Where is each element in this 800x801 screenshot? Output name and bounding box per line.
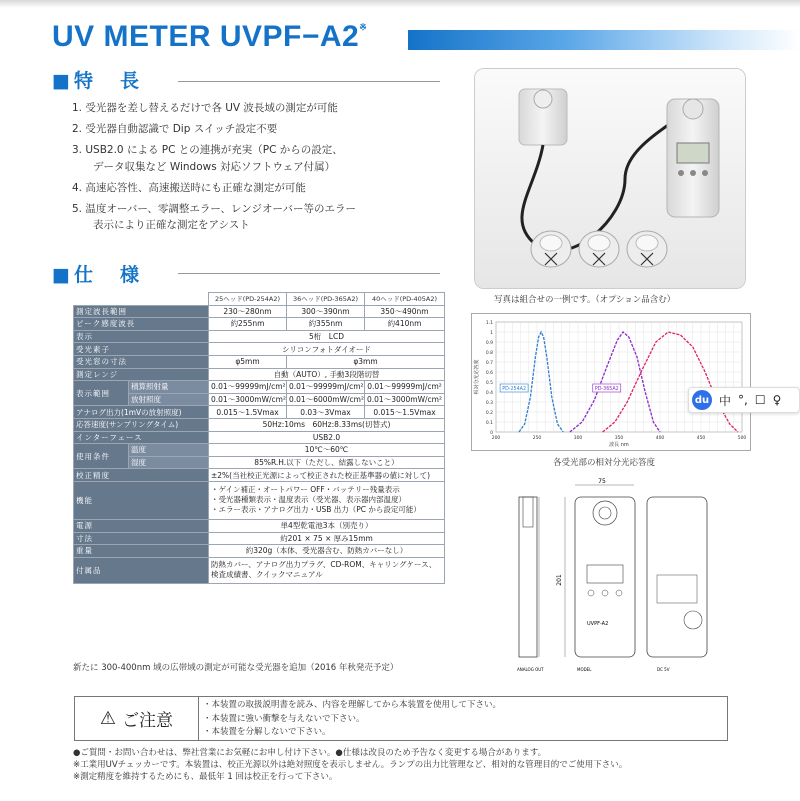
photo-caption: 写真は組合せの一例です。（オプション品含む） [494,295,676,305]
spec-value: 約410nm [365,318,445,331]
height-dimension: 201 [556,574,563,586]
spec-value: 0.01〜99999mJ/cm² [287,381,365,394]
spec-label: 表示 [74,330,209,343]
spec-label: インターフェース [74,431,209,444]
caution-item: ・本装置を分解しないで下さい。 [203,727,331,737]
spec-label: ピーク感度波長 [74,318,209,331]
footer-line: ※工業用UVチェッカーです。本装置は、校正光源以外は絶対照度を表示しません。ランプの出力比管理など、相対的な管理目的でご使用下さい。 [73,760,628,770]
spec-rule [178,273,440,274]
caution-item: ・本装置に強い衝撃を与えないで下さい。 [203,713,365,724]
chart-caption: 各受光部の相対分光応答度 [553,458,656,468]
legend-label: PD-365A2 [594,387,619,392]
spec-value: 単4型乾電池3本（別売り） [209,519,445,532]
spec-value: 約355nm [287,318,365,331]
head-col: 40ヘッド(PD-405A2) [365,293,445,306]
x-tick-label: 200 [491,436,501,441]
y-tick-label: 1 [490,331,493,336]
features-heading: ■特 長 [52,70,143,92]
feature-item: 4. 高速応答性、高速搬送時にも正確な測定が可能 [72,181,306,194]
feature-item: 3. USB2.0 による PC との連携が充実（PC からの設定、 [72,144,343,156]
warning-triangle-icon: ⚠ [99,708,117,729]
spec-value: φ3mm [287,355,445,368]
spec-value: 10℃〜60℃ [209,444,445,457]
spec-label: 寸法 [74,532,209,545]
spec-table [73,292,445,584]
feature-item: データ収集など Windows 対応ソフトウェア付属） [72,160,336,173]
spec-label: 付属品 [74,557,209,583]
spec-sublabel: 放射照度 [129,393,209,406]
spec-value: USB2.0 [209,431,445,444]
width-dimension: 75 [598,478,606,485]
x-tick-label: 400 [655,436,665,441]
spec-label: 測定レンジ [74,368,209,381]
spec-label: 表示範囲 [74,381,129,406]
drawing-brand: UVPF-A2 [587,621,609,627]
y-tick-label: 0.8 [485,351,493,356]
feature-item: 2. 受光器自動認識で Dip スイッチ設定不要 [72,123,278,135]
spec-sublabel: 温度 [129,444,209,457]
spec-value: 50Hz:10ms 60Hz:8.33ms(切替式) [209,418,445,431]
y-tick-label: 0.4 [485,391,493,396]
spec-label: 受光窓の寸法 [74,355,209,368]
spec-value: 0.01〜6000mW/cm² [287,393,365,406]
spec-sublabel: 湿度 [129,456,209,469]
y-tick-label: 0.3 [485,401,493,406]
baidu-ime-logo-icon[interactable]: du [692,390,712,410]
spec-value: 0.01〜99999mJ/cm² [365,381,445,394]
title-gradient-bar [408,30,800,50]
feature-item: 5. 温度オーバー、零調整エラー、レンジオーバー等のエラー [72,202,356,215]
footer-notes [73,747,627,783]
features-list [72,100,356,238]
x-tick-label: 500 [737,436,747,441]
ime-toolbar[interactable] [688,387,800,413]
dimension-drawing [517,475,737,675]
spec-value: 85%R.H.以下（ただし、結露しないこと） [209,456,445,469]
caution-list [203,699,501,740]
ime-keyboard-icon[interactable]: ☐ [754,393,766,407]
footer-line: ●ご質問・お問い合わせは、弊社営業にお気軽にお申し付け下さい。●仕様は改良のため予告なく変更する場合があります。 [73,748,547,758]
y-tick-label: 0.1 [485,421,493,426]
spec-label: 電源 [74,519,209,532]
y-tick-label: 0.7 [485,361,493,366]
spec-label: 測定波長範囲 [74,305,209,318]
top-edge [0,0,800,8]
spec-value: 0.01〜3000mW/cm² [209,393,287,406]
x-axis-label: 波長 nm [609,442,629,448]
page-title: UV METER UVPF−A2※ [52,20,368,53]
y-tick-label: 0.2 [485,411,493,416]
ime-language-toggle[interactable]: 中 [719,393,732,408]
drawing-callout: MODEL [577,667,592,672]
spec-value: φ5mm [209,355,287,368]
function-line: ・ゲイン補正・オートパワー OFF・バッテリー残量表示 [211,485,400,495]
feature-item: 表示により正確な測定をアシスト [72,219,250,231]
spec-sublabel: 積算照射量 [129,381,209,394]
spec-value: 約255nm [209,318,287,331]
spec-value [209,481,445,519]
spec-value: 5桁 LCD [209,330,445,343]
caution-item: ・本装置の取扱説明書を読み、内容を理解してから本装置を使用して下さい。 [203,700,502,710]
spectral-chart [471,313,751,451]
head-col: 25ヘッド(PD-254A2) [209,293,287,306]
drawing-callout: ANALOG OUT [517,667,544,672]
x-tick-label: 300 [573,436,583,441]
y-tick-label: 0.5 [485,381,493,386]
spec-value: 0.015〜1.5Vmax [209,406,287,419]
x-tick-label: 250 [532,436,542,441]
spec-value: 約320g（本体、受光器含む、防熱カバーなし） [209,545,445,558]
feature-item: 1. 受光器を差し替えるだけで各 UV 波長域の測定が可能 [72,102,338,114]
spec-value: 0.015〜1.5Vmax [365,406,445,419]
spec-value: 約201 × 75 × 厚み15mm [209,532,445,545]
head-col: 36ヘッド(PD-365A2) [287,293,365,306]
y-tick-label: 0 [490,431,493,436]
spec-value: 350〜490nm [365,305,445,318]
spec-value: 防熱カバー、アナログ出力プラグ、CD-ROM、キャリングケース、検査成績書、クイックマニュアル [209,557,445,583]
spec-label: 校正精度 [74,469,209,482]
spec-value: 0.03〜3Vmax [287,406,365,419]
function-line: ・受光器種類表示・温度表示（受光器、表示器内部温度） [211,495,406,505]
ime-user-icon[interactable]: ♀ [772,393,782,407]
x-tick-label: 450 [696,436,706,441]
spec-label: アナログ出力(1mVの放射照度) [74,406,209,419]
spec-value: ±2%(当社校正光源によって校正された校正基準器の値に対して) [209,469,445,482]
spec-value: シリコンフォトダイオード [209,343,445,356]
spec-label: 受光素子 [74,343,209,356]
spec-value: 230〜280nm [209,305,287,318]
y-tick-label: 0.6 [485,371,493,376]
y-tick-label: 1.1 [485,321,493,326]
product-photo [474,68,746,289]
ime-punctuation-toggle[interactable]: °, [738,393,748,407]
features-rule [178,81,440,82]
y-axis-label: 相対分光応答度 [474,359,480,395]
caution-title: ⚠ ご注意 [75,697,199,740]
spec-value: 0.01〜99999mJ/cm² [209,381,287,394]
spec-label: 応答速度(サンプリングタイム) [74,418,209,431]
spec-label: 機能 [74,481,209,519]
footer-line: ※測定精度を維持するためにも、最低年 1 回は校正を行って下さい。 [73,772,338,782]
spec-value: 0.01〜3000mW/cm² [365,393,445,406]
spec-value: 300〜390nm [287,305,365,318]
legend-label: PD-254A2 [502,387,527,392]
function-line: ・エラー表示・アナログ出力・USB 出力（PC から設定可能） [211,505,421,515]
spec-heading: ■仕 様 [52,264,143,286]
x-tick-label: 350 [614,436,624,441]
spec-value: 自動（AUTO）, 手動3段階切替 [209,368,445,381]
spec-label: 重量 [74,545,209,558]
caution-box [74,696,728,741]
spec-label: 使用条件 [74,444,129,469]
y-tick-label: 0.9 [485,341,493,346]
drawing-callout: DC 5V [657,667,670,672]
spec-note: 新たに 300-400nm 域の広帯域の測定が可能な受光器を追加（2016 年秋発売予定） [73,663,399,673]
